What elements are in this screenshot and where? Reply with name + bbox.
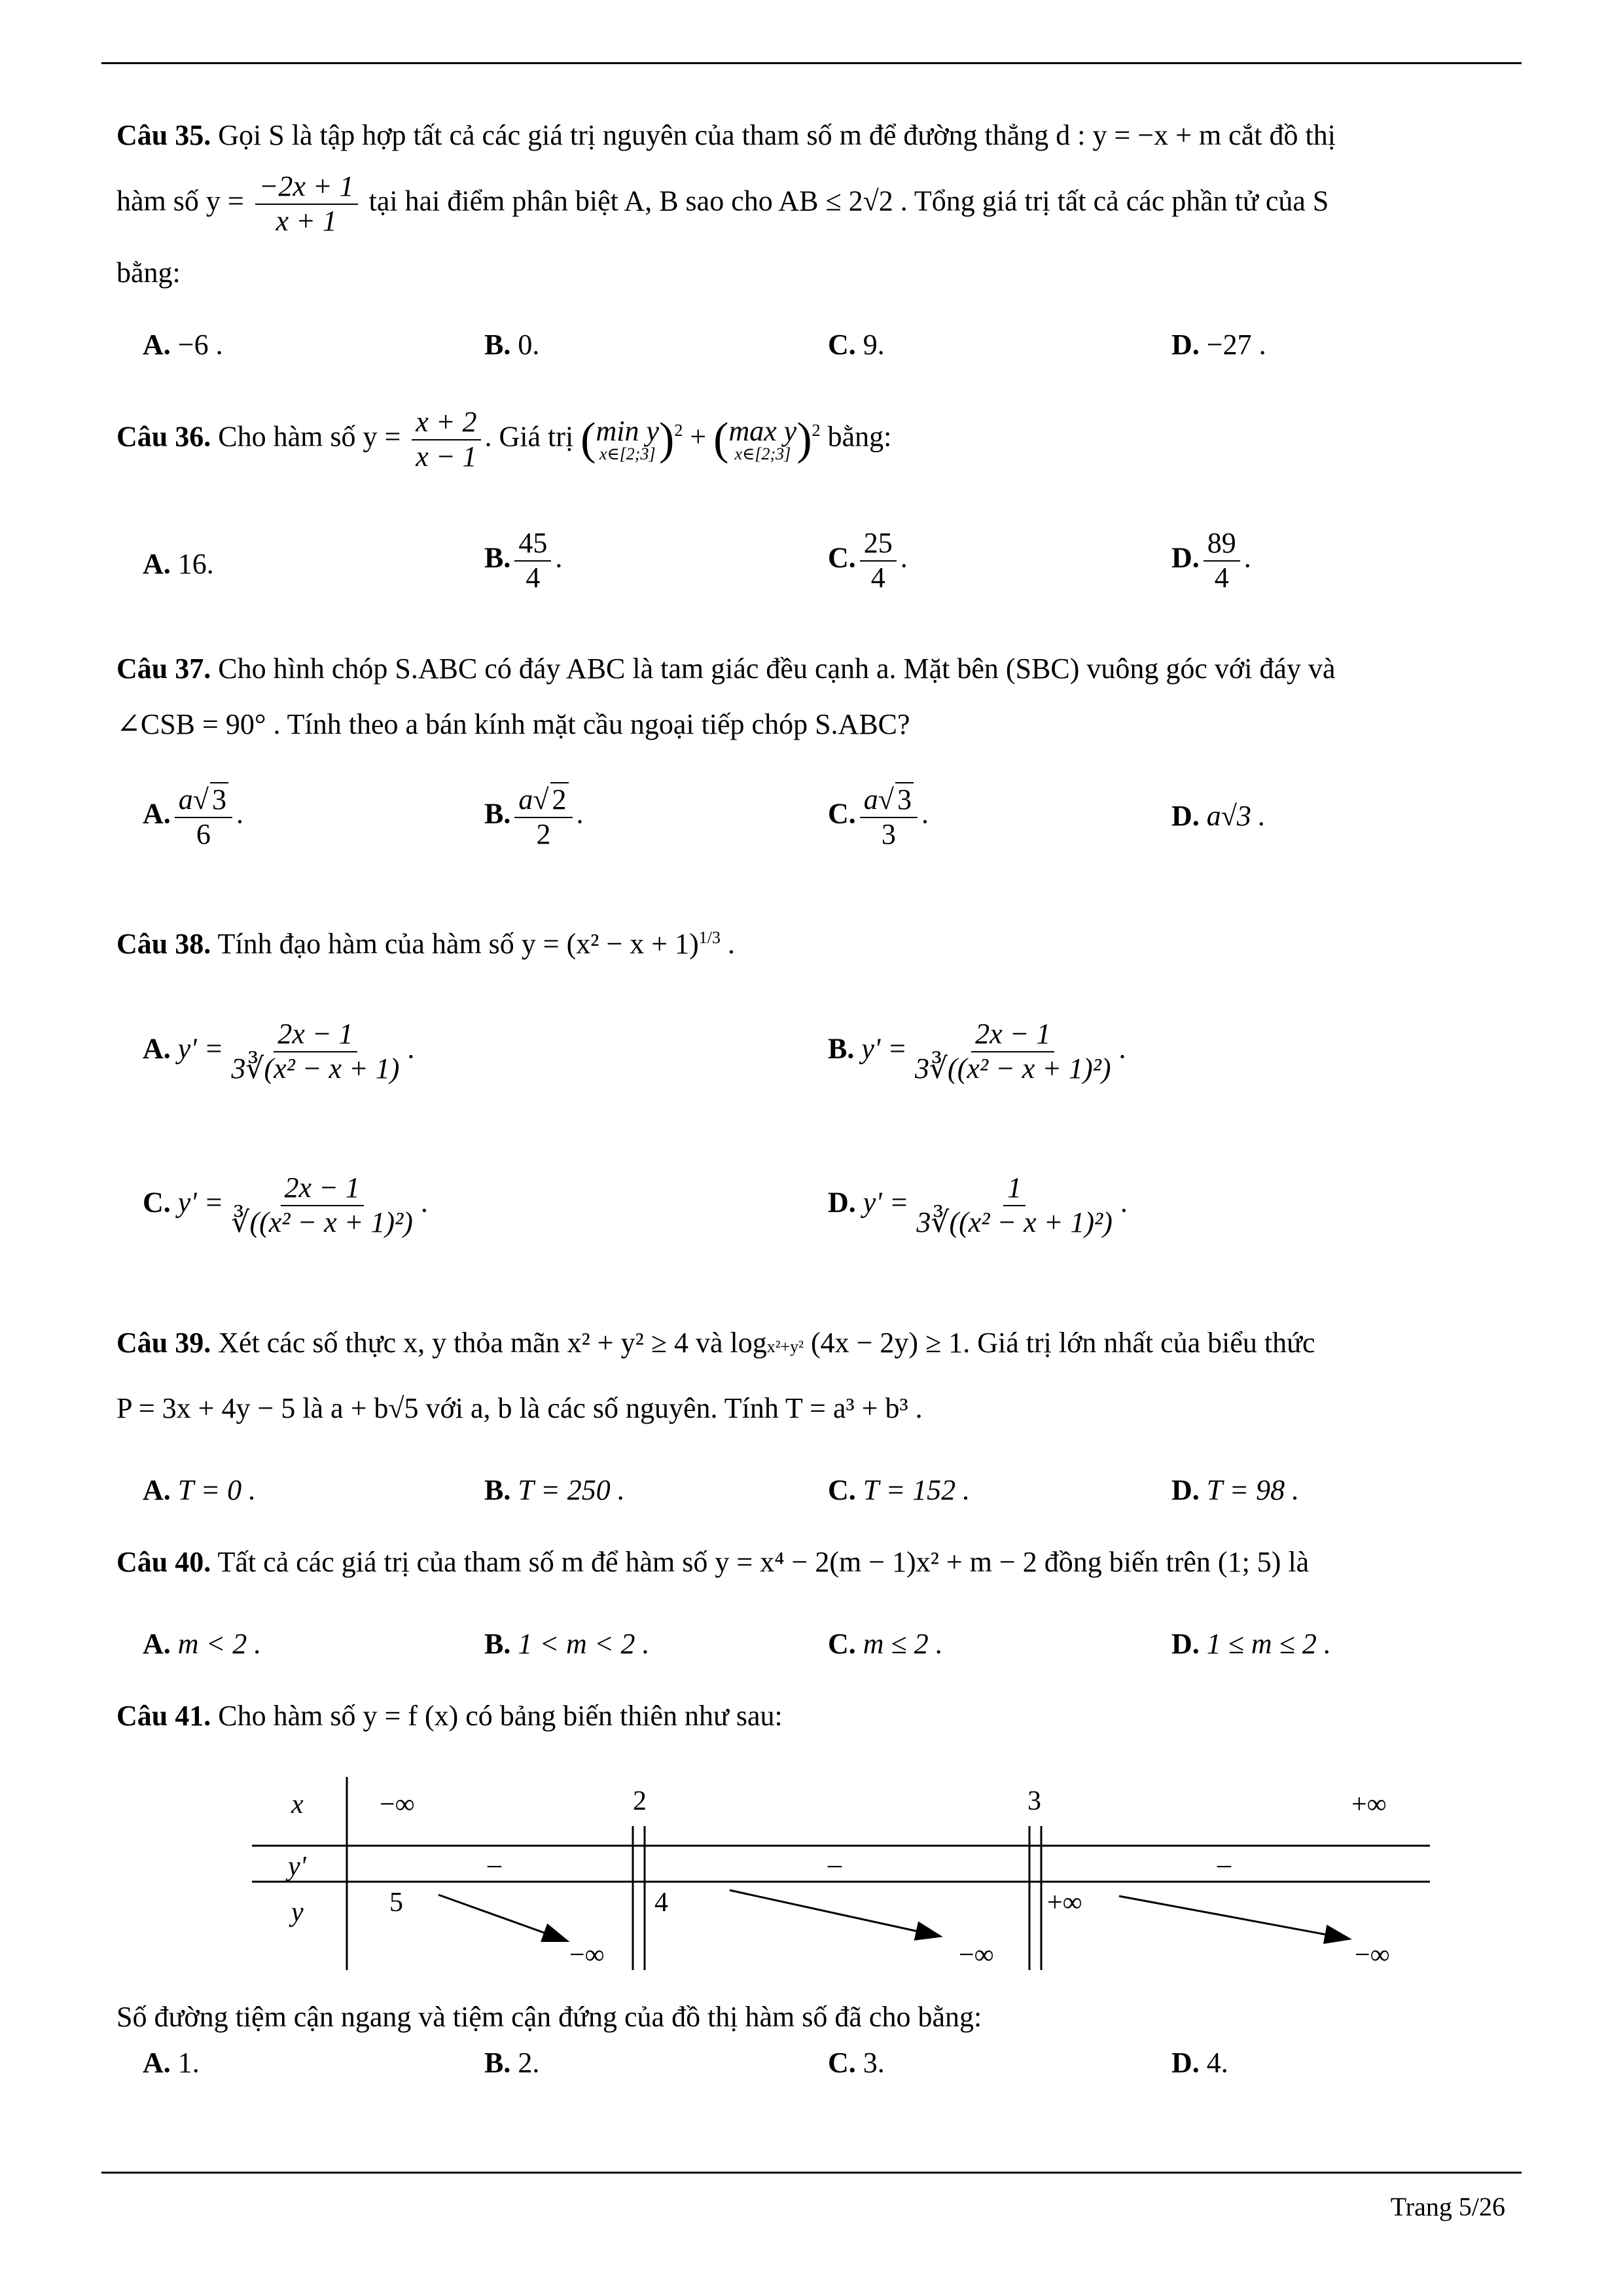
q38-label: Câu 38. — [116, 927, 211, 960]
q41-line: Câu 41. Cho hàm số y = f (x) có bảng biến thiên như sau: — [116, 1700, 783, 1732]
footer-rule — [101, 2172, 1522, 2174]
q37-option-d[interactable]: D. a√3 . — [1171, 800, 1266, 832]
q37-line1: Câu 37. Cho hình chóp S.ABC có đáy ABC là tam giác đều cạnh a. Mặt bên (SBC) vuông góc với đáy và — [116, 653, 1336, 685]
y-top-3: +∞ — [1047, 1888, 1082, 1918]
table-label-x: x — [291, 1789, 304, 1820]
q39-option-b[interactable]: B. T = 250 . — [484, 1474, 625, 1506]
arrow-decreasing-1 — [438, 1895, 566, 1941]
q39-option-c[interactable]: C. T = 152 . — [828, 1474, 971, 1506]
page-number: Trang 5/26 — [1390, 2192, 1505, 2221]
q35-option-d[interactable]: D. −27 . — [1171, 329, 1266, 361]
x-val-2: 2 — [633, 1786, 647, 1816]
q40-label: Câu 40. — [116, 1546, 211, 1578]
q35-condition: tại hai điểm phân biệt A, B sao cho AB ≤ 2√2 . Tổng giá trị tất cả các phần tử của S — [368, 185, 1329, 217]
q36-fraction: $\frac{x + 2}{x - 1}$ — [412, 406, 480, 473]
sign-3: – — [1217, 1850, 1231, 1880]
q41-label: Câu 41. — [116, 1700, 211, 1732]
y-top-2: 4 — [654, 1888, 668, 1918]
q37-label: Câu 37. — [116, 653, 211, 685]
q36-option-c[interactable]: C. $\frac{25}{4}$ . — [828, 527, 908, 594]
q41-option-d[interactable]: D. 4. — [1171, 2047, 1228, 2079]
arrow-decreasing-2 — [730, 1890, 939, 1936]
q40-option-d[interactable]: D. 1 ≤ m ≤ 2 . — [1171, 1628, 1331, 1660]
q39-label: Câu 39. — [116, 1327, 211, 1359]
q36-fn-label: Cho hàm số y = — [218, 420, 401, 453]
y-bottom-3: −∞ — [1355, 1940, 1390, 1970]
q37-option-c[interactable]: C. $\frac{a√ 3}{3}$ . — [828, 783, 929, 850]
q36-option-d[interactable]: D. $\frac{89}{4}$ . — [1171, 527, 1251, 594]
q41-option-c[interactable]: C. 3. — [828, 2047, 885, 2079]
q40-option-c[interactable]: C. m ≤ 2 . — [828, 1628, 943, 1660]
q40-option-b[interactable]: B. 1 < m < 2 . — [484, 1628, 650, 1660]
sign-2: – — [828, 1850, 842, 1880]
q40-line: Câu 40. Tất cả các giá trị của tham số m để hàm số y = x⁴ − 2(m − 1)x² + m − 2 đồng biến trên (1; 5) là — [116, 1546, 1310, 1578]
y-bottom-2: −∞ — [959, 1940, 994, 1970]
q37-option-a[interactable]: A. $\frac{a√ 3}{6}$ . — [143, 783, 243, 850]
q40-option-a[interactable]: A. m < 2 . — [143, 1628, 262, 1660]
q39-option-d[interactable]: D. T = 98 . — [1171, 1474, 1300, 1506]
q38-option-d[interactable]: D. y' = $\frac{1}{\text{3∛((x² − x + 1)²)}}$ . — [828, 1172, 1128, 1238]
q41-option-a[interactable]: A. 1. — [143, 2047, 200, 2079]
q35-option-b[interactable]: B. 0. — [484, 329, 540, 361]
q37-option-b[interactable]: B. $\frac{a√ 2}{2}$ . — [484, 783, 584, 850]
q38-option-a[interactable]: A. y' = $\frac{2x - 1}{\text{3∛(x² − x + 1)}}$ . — [143, 1018, 415, 1085]
q35-option-c[interactable]: C. 9. — [828, 329, 885, 361]
q38-option-b[interactable]: B. y' = $\frac{2x - 1}{\text{3∛((x² − x + 1)²)}}$ . — [828, 1018, 1126, 1085]
q35-line3: bằng: — [116, 257, 181, 289]
q39-line2: P = 3x + 4y − 5 là a + b√5 với a, b là các số nguyên. Tính T = a³ + b³ . — [116, 1392, 923, 1424]
table-label-y: y — [291, 1897, 304, 1928]
q35-text: Gọi S là tập hợp tất cả các giá trị nguyên của tham số m để đường thẳng d : y = −x + m cắt đồ thị — [218, 119, 1336, 151]
y-bottom-1: −∞ — [569, 1940, 605, 1970]
q35-fn-label: hàm số y = — [116, 185, 244, 217]
q41-question: Số đường tiệm cận ngang và tiệm cận đứng của đồ thị hàm số đã cho bằng: — [116, 2001, 982, 2033]
q41-option-b[interactable]: B. 2. — [484, 2047, 540, 2079]
q38-option-c[interactable]: C. y' = $\frac{2x - 1}{\text{∛((x² − x + 1)²)}}$ . — [143, 1172, 428, 1238]
x-val-3: 3 — [1027, 1786, 1041, 1816]
q39-line1: Câu 39. Xét các số thực x, y thỏa mãn x² + y² ≥ 4 và logx²+y² (4x − 2y) ≥ 1. Giá trị lớn nhất của biểu thức — [116, 1327, 1315, 1359]
q37-line2: ∠CSB = 90° . Tính theo a bán kính mặt cầu ngoại tiếp chóp S.ABC? — [116, 708, 910, 740]
q35-num: −2x + 1 — [255, 170, 358, 205]
q36-option-b[interactable]: B. $\frac{45}{4}$ . — [484, 527, 563, 594]
q35-den: x + 1 — [276, 204, 337, 237]
q38-line: Câu 38. Tính đạo hàm của hàm số $y = (x^2 - x + 1)^{1/3}$ . — [116, 927, 735, 960]
q36-line: Câu 36. Cho hàm số y = $\frac{x + 2}{x - 1}$ . Giá trị ( min y x∈[2;3] )$^2$ + ( max y x∈[2;3] )$^2$ bằng: — [116, 406, 892, 473]
x-val-pos-inf: +∞ — [1351, 1789, 1387, 1820]
q36-label: Câu 36. — [116, 420, 211, 453]
q35-option-a[interactable]: A. −6 . — [143, 329, 223, 361]
q36-option-a[interactable]: A. 16. — [143, 548, 214, 580]
q35-label: Câu 35. — [116, 119, 211, 151]
sign-1: – — [488, 1850, 501, 1880]
q39-option-a[interactable]: A. T = 0 . — [143, 1474, 257, 1506]
x-val-neg-inf: −∞ — [380, 1789, 415, 1820]
arrow-decreasing-3 — [1119, 1896, 1348, 1939]
y-top-1: 5 — [389, 1888, 403, 1918]
table-label-yprime: y' — [288, 1852, 306, 1882]
